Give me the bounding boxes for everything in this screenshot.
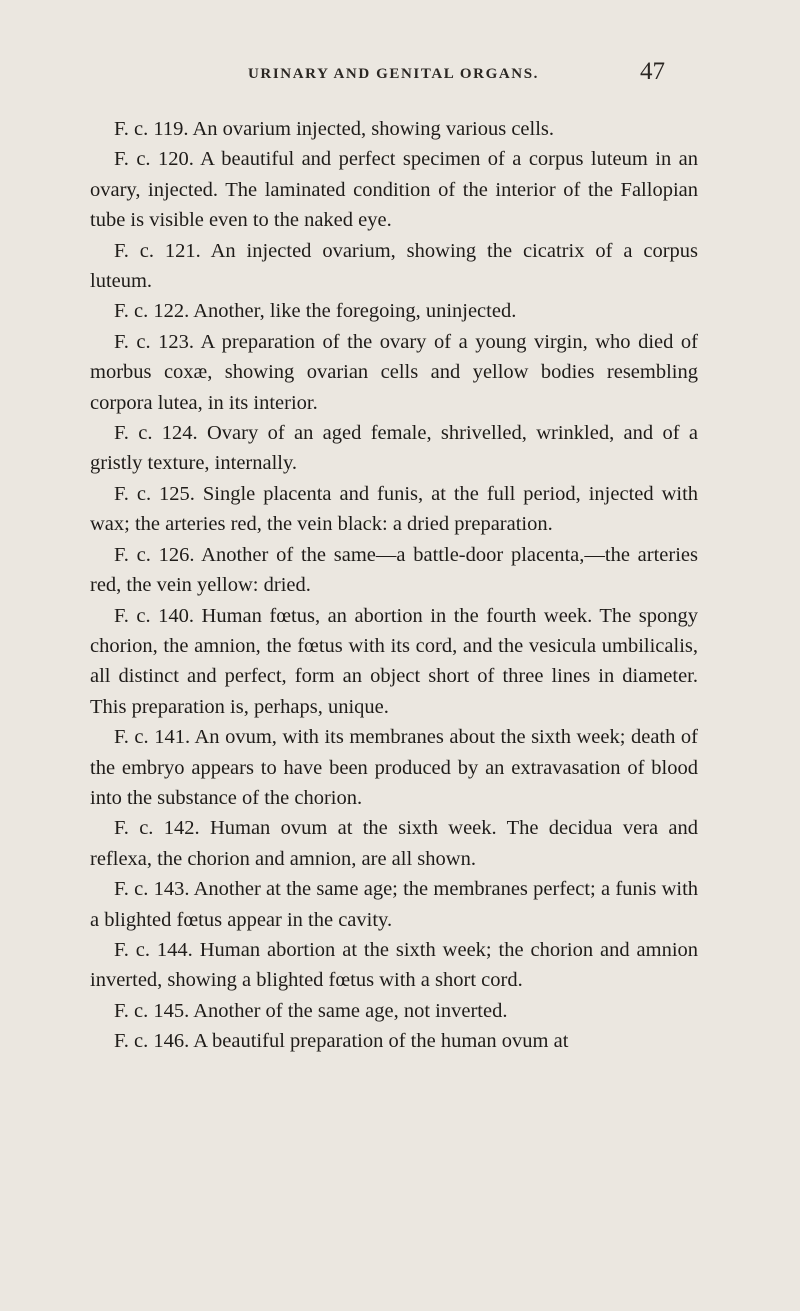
entry-label: F. c. 126. bbox=[114, 543, 195, 566]
entry-text: A beautiful and perfect specimen of a corpus luteum in an ovary, injected. The laminated condition of the interior of the Fallopian tube is visible even to the naked eye. bbox=[90, 148, 699, 232]
entry-label: F. c. 122. bbox=[114, 300, 190, 323]
entry-label: F. c. 141. bbox=[114, 726, 191, 749]
catalogue-entry bbox=[90, 479, 698, 540]
catalogue-entry bbox=[90, 935, 698, 996]
catalogue-entry bbox=[90, 601, 698, 723]
entry-label: F. c. 142. bbox=[114, 817, 200, 840]
entry-label: F. c. 121. bbox=[114, 239, 201, 262]
entry-label: F. c. 145. bbox=[114, 999, 190, 1022]
catalogue-entry bbox=[90, 144, 698, 235]
entry-text: Single placenta and funis, at the full period, injected with wax; the arteries red, the vein black: a dried preparation. bbox=[90, 482, 699, 536]
entry-text: Human ovum at the sixth week. The decidua vera and reflexa, the chorion and amnion, are all shown. bbox=[90, 817, 699, 870]
entry-text: Another at the same age; the membranes perfect; a funis with a blighted fœtus appear in the cavity. bbox=[90, 878, 699, 931]
entry-label: F. c. 146. bbox=[114, 1030, 190, 1053]
catalogue-entry bbox=[90, 540, 698, 601]
entry-text: Human abortion at the sixth week; the chorion and amnion inverted, showing a blighted fœtus with a short cord. bbox=[90, 938, 699, 992]
entry-text: An injected ovarium, showing the cicatrix of a corpus luteum. bbox=[90, 239, 698, 293]
entry-label: F. c. 144. bbox=[114, 938, 193, 961]
page-number: 47 bbox=[640, 58, 665, 85]
catalogue-entry bbox=[90, 114, 698, 144]
catalogue-entry bbox=[90, 236, 698, 297]
entry-label: F. c. 120. bbox=[114, 148, 194, 171]
catalogue-entry bbox=[90, 996, 698, 1026]
running-head: URINARY AND GENITAL ORGANS. bbox=[248, 66, 540, 82]
catalogue-entry bbox=[90, 296, 698, 326]
entry-text: An ovum, with its membranes about the sixth week; death of the embryo appears to have been produced by an extravasation of blood into the substance of the chorion. bbox=[90, 726, 699, 809]
entry-text: Human fœtus, an abortion in the fourth week. The spongy chorion, the amnion, the fœtus with its cord, and the vesicula umbilicalis, all distinct and perfect, form an object short of three lines in diameter. This preparation is, perhaps, unique. bbox=[90, 604, 699, 718]
catalogue-entry bbox=[90, 874, 698, 935]
entry-label: F. c. 123. bbox=[114, 330, 195, 353]
entry-text: A beautiful preparation of the human ovum at bbox=[193, 1030, 569, 1053]
catalogue-entries bbox=[90, 114, 698, 1057]
entry-text: Another of the same—a battle-door placenta,—the arteries red, the vein yellow: dried. bbox=[90, 543, 699, 597]
entry-label: F. c. 140. bbox=[114, 604, 195, 627]
entry-text: A preparation of the ovary of a young virgin, who died of morbus coxæ, showing ovarian cells and yellow bodies resembling corpora lutea, in its interior. bbox=[90, 330, 698, 414]
entry-text: An ovarium injected, showing various cells. bbox=[192, 118, 555, 140]
catalogue-entry bbox=[90, 1026, 698, 1056]
catalogue-entry bbox=[90, 327, 698, 418]
catalogue-entry bbox=[90, 722, 698, 813]
entry-label: F. c. 119. bbox=[114, 118, 189, 140]
entry-text: Another, like the foregoing, uninjected. bbox=[193, 300, 517, 323]
catalogue-entry bbox=[90, 418, 698, 479]
entry-label: F. c. 143. bbox=[114, 878, 190, 901]
entry-label: F. c. 125. bbox=[114, 482, 195, 505]
catalogue-entry bbox=[90, 813, 698, 874]
entry-label: F. c. 124. bbox=[114, 422, 198, 445]
entry-text: Another of the same age, not inverted. bbox=[193, 999, 508, 1022]
entry-text: Ovary of an aged female, shrivelled, wrinkled, and of a gristly texture, internally. bbox=[90, 422, 699, 475]
